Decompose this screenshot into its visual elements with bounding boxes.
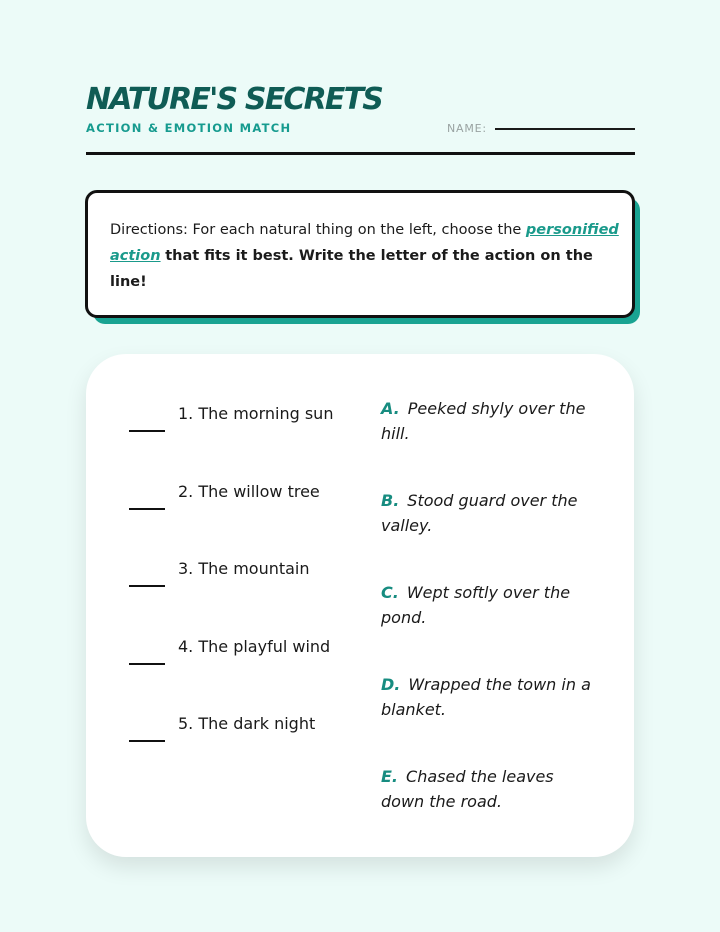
option-text: Wrapped the town in a blanket.	[381, 675, 591, 719]
option-text: Wept softly over the pond.	[381, 583, 571, 627]
option-letter: E.	[381, 767, 399, 786]
option-text: Chased the leaves down the road.	[381, 767, 554, 811]
answer-blank[interactable]	[129, 430, 165, 432]
worksheet-subtitle: ACTION & EMOTION MATCH	[86, 121, 292, 135]
option-item	[381, 488, 601, 538]
match-item-label: 4. The playful wind	[178, 637, 331, 656]
option-item	[381, 672, 601, 722]
answer-blank[interactable]	[129, 740, 165, 742]
answer-blank[interactable]	[129, 663, 165, 665]
name-write-line[interactable]	[495, 128, 635, 130]
answer-blank[interactable]	[129, 508, 165, 510]
match-item-label: 5. The dark night	[178, 714, 316, 733]
directions-text	[110, 217, 620, 295]
option-item	[381, 396, 601, 446]
option-text: Peeked shyly over the hill.	[381, 399, 586, 443]
directions-box	[85, 190, 635, 318]
option-item	[381, 580, 601, 630]
matching-card	[86, 354, 634, 857]
answer-blank[interactable]	[129, 585, 165, 587]
option-letter: D.	[381, 675, 401, 694]
directions-prefix: Directions: For each natural thing on the left, choose the	[110, 222, 522, 238]
header-divider	[86, 152, 635, 155]
match-item-label: 1. The morning sun	[178, 404, 334, 423]
option-item	[381, 764, 601, 814]
option-letter: A.	[381, 399, 400, 418]
match-item-label: 3. The mountain	[178, 559, 310, 578]
directions-emphasis: personified action	[110, 222, 619, 264]
match-item-label: 2. The willow tree	[178, 482, 320, 501]
name-label: NAME:	[447, 122, 487, 135]
option-letter: C.	[381, 583, 399, 602]
directions-suffix: that fits it best. Write the letter of the action on the line!	[110, 248, 593, 290]
option-letter: B.	[381, 491, 400, 510]
worksheet-title: NATURE'S SECRETS	[86, 82, 383, 117]
option-text: Stood guard over the valley.	[381, 491, 578, 535]
